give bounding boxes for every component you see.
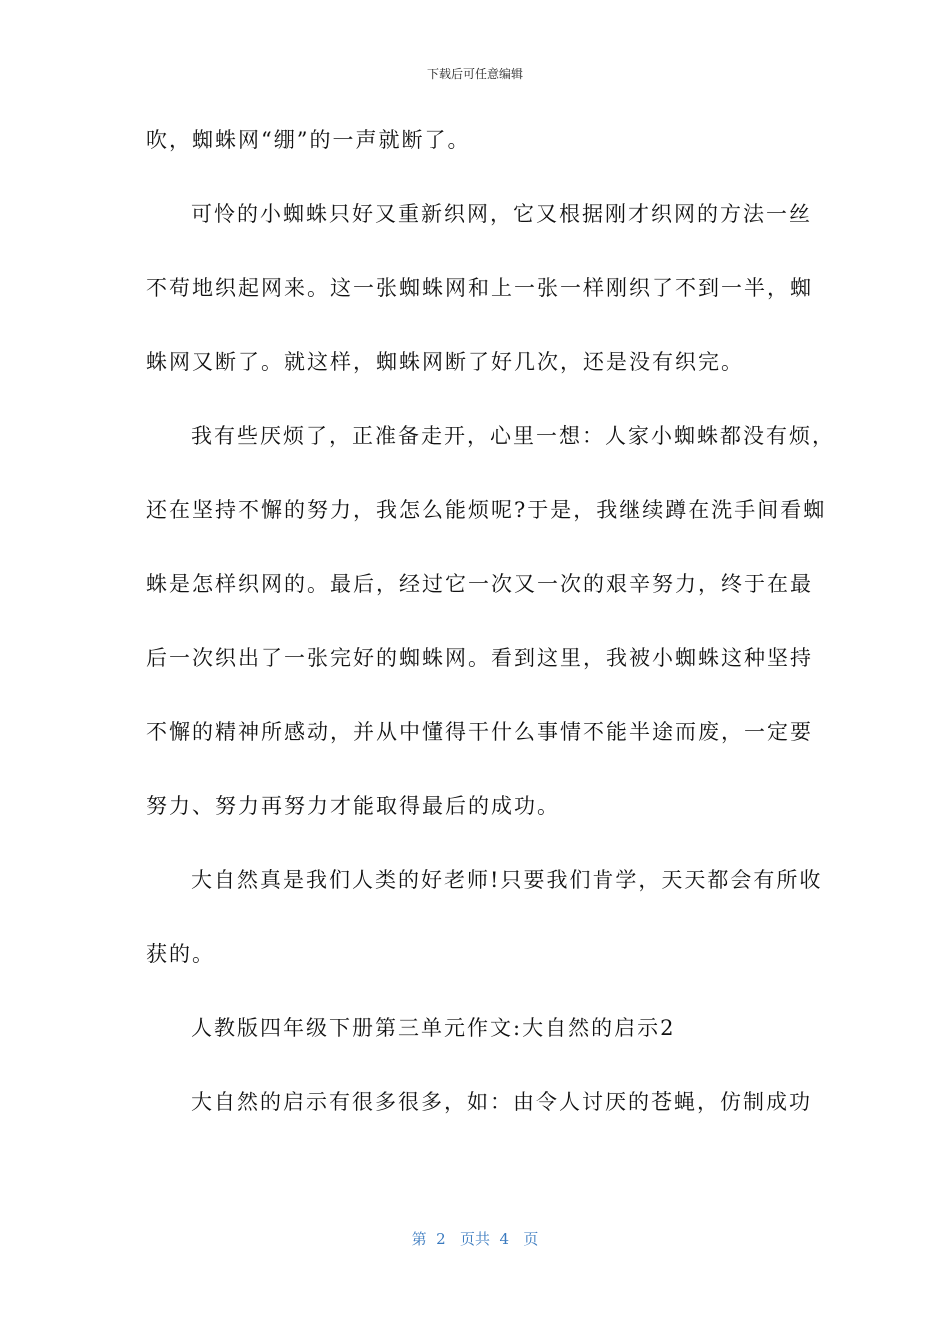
text-line: 可怜的小蜘蛛只好又重新织网，它又根据刚才织网的方法一丝: [191, 202, 812, 226]
text-line: 还在坚持不懈的努力，我怎么能烦呢?于是，我继续蹲在洗手间看蜘: [146, 498, 827, 522]
section-heading: 人教版四年级下册第三单元作文:大自然的启示2: [191, 1016, 676, 1040]
text-line: 努力、努力再努力才能取得最后的成功。: [146, 794, 560, 818]
text-line: 大自然的启示有很多很多，如：由令人讨厌的苍蝇，仿制成功: [191, 1090, 812, 1114]
text-line: 蛛是怎样织网的。最后，经过它一次又一次的艰辛努力，终于在最: [146, 572, 813, 596]
text-line: 不懈的精神所感动，并从中懂得干什么事情不能半途而废，一定要: [146, 720, 813, 744]
text-line: 不苟地织起网来。这一张蜘蛛网和上一张一样刚织了不到一半，蜘: [146, 276, 813, 300]
text-line: 大自然真是我们人类的好老师!只要我们肯学，天天都会有所收: [191, 868, 823, 892]
document-body: [146, 122, 835, 1158]
text-line: 后一次织出了一张完好的蜘蛛网。看到这里，我被小蜘蛛这种坚持: [146, 646, 813, 670]
page-header: 下载后可任意编辑: [426, 67, 523, 81]
text-line: 获的。: [146, 942, 215, 966]
page-number-footer: 第 2 页共 4 页: [411, 1230, 539, 1248]
text-line: 蛛网又断了。就这样，蜘蛛网断了好几次，还是没有织完。: [146, 350, 744, 374]
text-line: 吹，蜘蛛网“绷”的一声就断了。: [146, 128, 471, 152]
text-line: 我有些厌烦了，正准备走开，心里一想：人家小蜘蛛都没有烦，: [191, 424, 835, 448]
